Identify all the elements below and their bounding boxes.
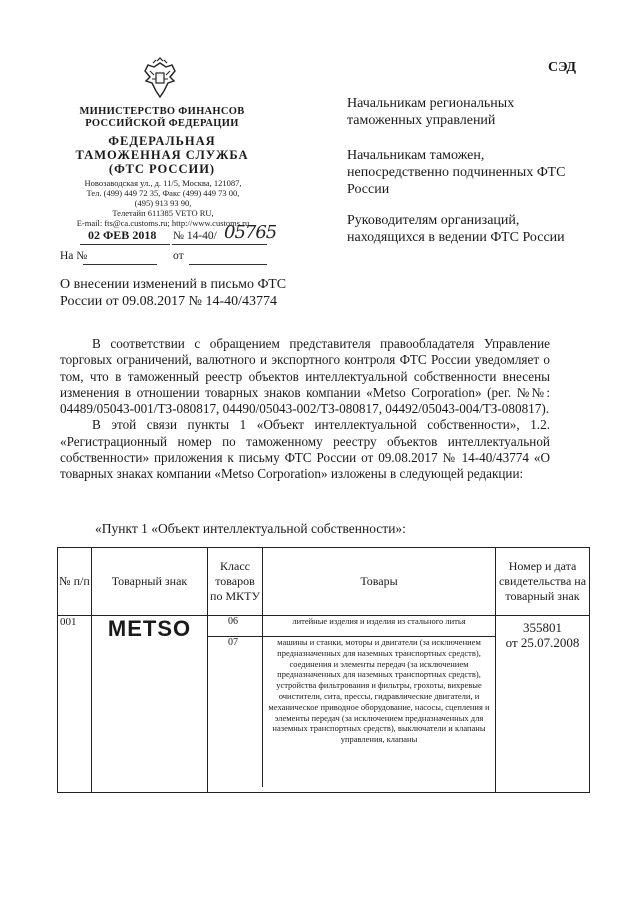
class-goods: литейные изделия и изделия из стального литья xyxy=(263,616,496,637)
service-line: ТАМОЖЕННАЯ СЛУЖБА xyxy=(75,148,249,162)
contact-line: (495) 913 93 90, xyxy=(134,198,192,208)
table-header-row xyxy=(58,548,590,616)
class-row xyxy=(208,616,495,637)
addressee: Начальникам региональных таможенных управлений xyxy=(347,96,515,128)
service-line: ФЕДЕРАЛЬНАЯ xyxy=(108,134,216,148)
coat-of-arms-emblem xyxy=(140,57,180,101)
service-name xyxy=(62,134,262,176)
contact-line: Телетайп 611385 VETO RU, xyxy=(112,208,214,218)
service-line: (ФТС РОССИИ) xyxy=(108,162,216,176)
registration-number-handwritten: 05765 xyxy=(224,222,277,243)
trademark-table xyxy=(57,547,590,793)
header-num: № п/п xyxy=(58,548,92,616)
class-code: 06 xyxy=(208,616,263,637)
class-row xyxy=(208,637,495,788)
sender-contacts xyxy=(58,178,268,228)
header-trademark: Товарный знак xyxy=(92,548,208,616)
letter-subject: О внесении изменений в письмо ФТС России от 09.08.2017 № 14-40/43774 xyxy=(60,277,287,309)
contact-line: Новозаводская ул., д. 11/5, Москва, 121087, xyxy=(84,178,242,188)
classes-goods-cell xyxy=(208,616,496,793)
addressee: Руководителям организаций, находящихся в ведении ФТС России xyxy=(347,213,565,245)
header-goods: Товары xyxy=(263,548,496,616)
registration-date: 02 ФЕВ 2018 xyxy=(88,228,157,242)
reference-date-line xyxy=(189,264,267,265)
reference-number-line xyxy=(83,264,157,265)
certificate-number: 355801 xyxy=(523,620,562,635)
class-goods: машины и станки, моторы и двигатели (за исключением предназначенных для наземных транспортных средств), соединения и элементы передач (за исключением предназначенных для наземных транспортных средств), устройства фильтрования и фильтры, грохоты, вихревые очистители, сита, прессы, гидравлические двигатели, и механическое приводное оборудование, насосы, сцепления и элементы передач (за исключением предназначенных для наземных транспортных средств), выключатели и клапаны управления, клапаны xyxy=(263,637,496,788)
certificate-date: от 25.07.2008 xyxy=(505,635,580,650)
row-num: 001 xyxy=(58,616,92,793)
class-code: 07 xyxy=(208,637,263,788)
certificate-cell xyxy=(496,616,590,793)
date-underline xyxy=(80,244,170,245)
letter-body xyxy=(60,336,550,483)
registration-number-label: № 14-40/ xyxy=(173,230,217,242)
reference-date-label: от xyxy=(173,250,184,262)
contact-line: Тел. (499) 449 72 35, Факс (499) 449 73 00, xyxy=(86,188,240,198)
trademark-logo: METSO xyxy=(92,616,208,793)
sed-mark: СЭД xyxy=(548,60,577,75)
ministry-name xyxy=(62,106,262,130)
classes-subtable xyxy=(208,616,495,787)
body-paragraph: В этой связи пункты 1 «Объект интеллектуальной собственности», 1.2. «Регистрационный номер по таможенному реестру объектов интеллектуальной собственности» приложения к письму ФТС России от 09.08.2017 № 14-40/43774 «О товарных знаках компании «Metso Corporation» изложены в следующей редакции: xyxy=(60,417,550,482)
contact-line: E-mail: fts@ca.customs.ru; http://www.customs.ru xyxy=(76,218,250,228)
table-row xyxy=(58,616,590,793)
number-underline xyxy=(172,244,267,245)
reference-number-label: На № xyxy=(60,250,88,262)
addressee: Начальникам таможен, непосредственно подчиненных ФТС России xyxy=(347,148,566,197)
ministry-line: МИНИСТЕРСТВО ФИНАНСОВ xyxy=(79,106,245,117)
header-class: Класс товаров по МКТУ xyxy=(208,548,263,616)
body-paragraph: В соответствии с обращением представителя правообладателя Управление торговых ограничений, валютного и экспортного контроля ФТС России уведомляет о том, что в таможенный реестр объектов интеллектуальной собственности внесены изменения в отношении товарных знаков компании «Metso Corporation» (рег. №№: 04489/05043-001/ТЗ-080817, 04490/05043-002/ТЗ-080817, 04492/05043-004/ТЗ-080817). xyxy=(60,336,550,417)
ministry-line: РОССИЙСКОЙ ФЕДЕРАЦИИ xyxy=(85,118,239,129)
point-heading: «Пункт 1 «Объект интеллектуальной собственности»: xyxy=(95,521,406,536)
header-certificate: Номер и дата свидетельства на товарный знак xyxy=(496,548,590,616)
